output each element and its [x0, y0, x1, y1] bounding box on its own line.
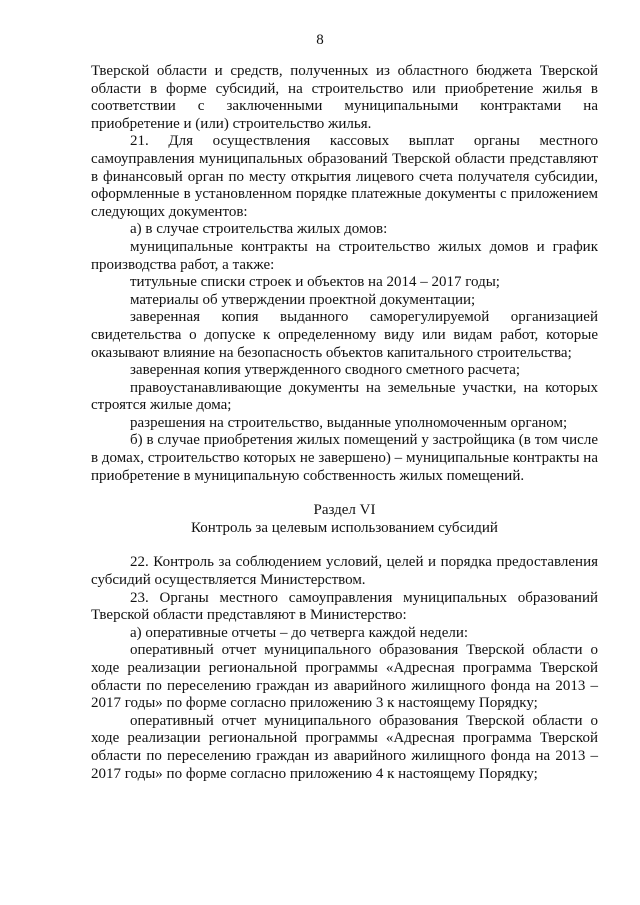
paragraph-estimate-copy: заверенная копия утвержденного сводного сметного расчета;	[130, 362, 521, 379]
paragraph-21a: а) в случае строительства жилых домов:	[130, 221, 388, 238]
paragraph-certificate-copy: заверенная копия выданного саморегулируемой организацией свидетельства о допуске к определенному виду или видам работ, которые оказывают влияние на безопасность объектов капитального строительства;	[91, 309, 598, 361]
paragraph-report-appendix-4: оперативный отчет муниципального образования Тверской области о ходе реализации региональной программы «Адресная программа Тверской области по переселению граждан из аварийного жилищного фонда на 2013 –2017 годы» по форме согласно приложению 4 к настоящему Порядку;	[91, 712, 598, 782]
paragraph-title-lists: титульные списки строек и объектов на 2014 – 2017 годы;	[130, 274, 500, 291]
paragraph-contracts: муниципальные контракты на строительство жилых домов и график производства работ, а также:	[91, 238, 598, 273]
paragraph-report-appendix-3: оперативный отчет муниципального образования Тверской области о ходе реализации региональной программы «Адресная программа Тверской области по переселению граждан из аварийного жилищного фонда на 2013 – 2017 годы» по форме согласно приложению 3 к настоящему Порядку;	[91, 642, 598, 712]
paragraph-22: 22. Контроль за соблюдением условий, целей и порядка предоставления субсидий осуществляется Министерством.	[91, 554, 598, 589]
spacer	[91, 485, 598, 502]
paragraph-continuation: Тверской области и средств, полученных из областного бюджета Тверской области в форме субсидий, на строительство или приобретение жилья в соответствии с заключенными муниципальными контрактами на приобретение и (или) строительство жилья.	[91, 63, 598, 132]
document-body	[91, 63, 598, 783]
page-number: 8	[316, 32, 324, 48]
paragraph-23a: а) оперативные отчеты – до четверга каждой недели:	[130, 624, 469, 641]
paragraph-23: 23. Органы местного самоуправления муниципальных образований Тверской области представляют в Министерство:	[91, 589, 598, 624]
section-subtitle: Контроль за целевым использованием субсидий	[191, 519, 498, 536]
paragraph-21: 21. Для осуществления кассовых выплат органы местного самоуправления муниципальных образований Тверской области представляют в финансовый орган по месту открытия лицевого счета получателя субсидии, оформленные в установленном порядке платежные документы с приложением следующих документов:	[91, 133, 598, 220]
paragraph-design-docs: материалы об утверждении проектной документации;	[130, 291, 476, 308]
paragraph-land-documents: правоустанавливающие документы на земельные участки, на которых строятся жилые дома;	[91, 379, 598, 414]
spacer	[91, 537, 598, 554]
section-title: Раздел VI	[313, 502, 376, 519]
paragraph-building-permits: разрешения на строительство, выданные уполномоченным органом;	[130, 414, 568, 431]
paragraph-21b: б) в случае приобретения жилых помещений у застройщика (в том числе в домах, строительство которых не завершено) – муниципальные контракты на приобретение в муниципальную собственность жилых помещений.	[91, 432, 598, 484]
